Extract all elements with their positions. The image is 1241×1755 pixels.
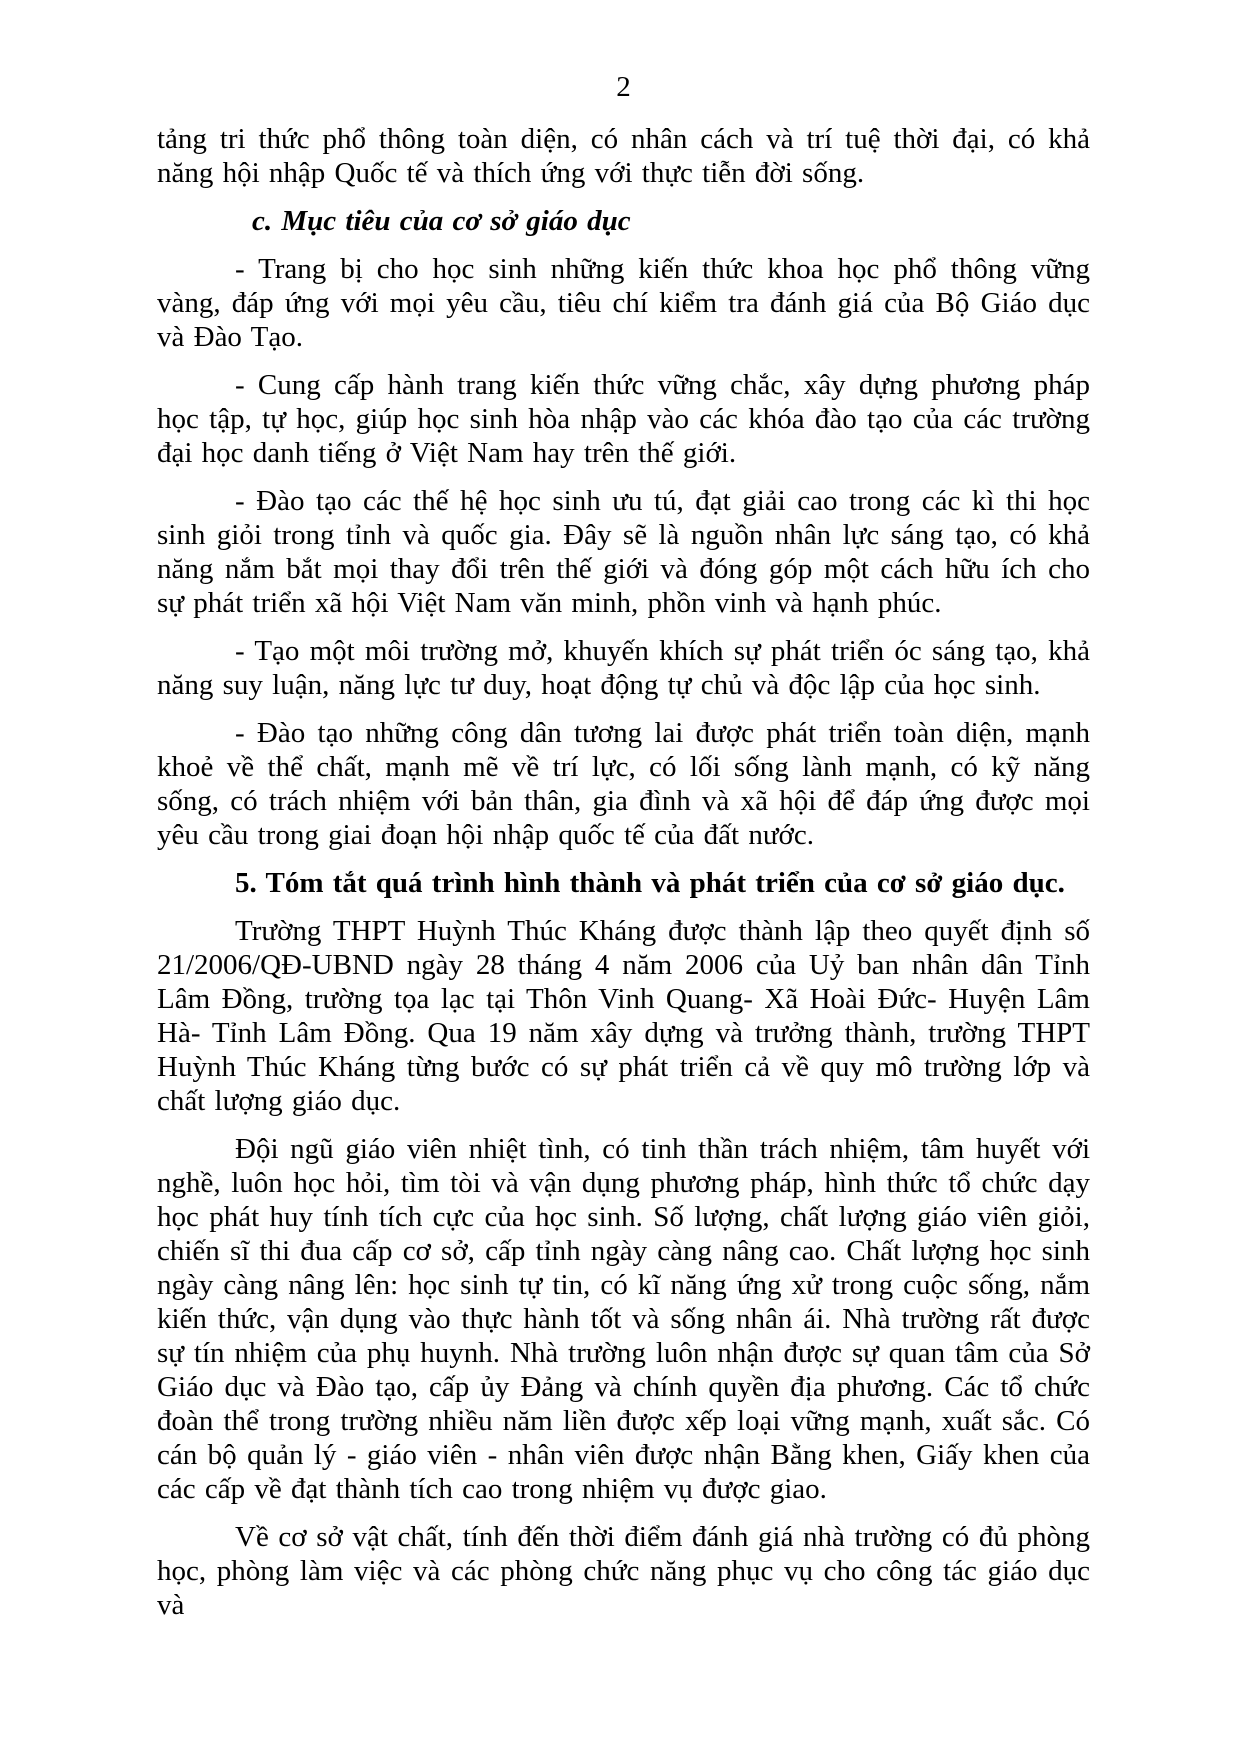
paragraph-dao-tao-the-he: - Đào tạo các thế hệ học sinh ưu tú, đạt giải cao trong các kì thi học sinh giỏi trong tỉnh và quốc gia. Đây sẽ là nguồn nhân lực sáng tạo, có khả năng nắm bắt mọi thay đổi trên thế giới và đóng góp một cách hữu ích cho sự phát triển xã hội Việt Nam văn minh, phồn vinh và hạnh phúc. bbox=[157, 485, 1090, 619]
paragraph-doi-ngu-giao-vien: Đội ngũ giáo viên nhiệt tình, có tinh thần trách nhiệm, tâm huyết với nghề, luôn học hỏi, tìm tòi và vận dụng phương pháp, hình thức tổ chức dạy học phát huy tính tích cực của học sinh. Số lượng, chất lượng giáo viên giỏi, chiến sĩ thi đua cấp cơ sở, cấp tỉnh ngày càng nâng cao. Chất lượng học sinh ngày càng nâng lên: học sinh tự tin, có kĩ năng ứng xử trong cuộc sống, nắm kiến thức, vận dụng vào thực hành tốt và sống nhân ái. Nhà trường rất được sự tín nhiệm của phụ huynh. Nhà trường luôn nhận được sự quan tâm của Sở Giáo dục và Đào tạo, cấp ủy Đảng và chính quyền địa phương. Các tổ chức đoàn thể trong trường nhiều năm liền được xếp loại vững mạnh, xuất sắc. Có cán bộ quản lý - giáo viên - nhân viên được nhận Bằng khen, Giấy khen của các cấp về đạt thành tích cao trong nhiệm vụ được giao. bbox=[157, 1133, 1090, 1505]
paragraph-co-so-vat-chat: Về cơ sở vật chất, tính đến thời điểm đánh giá nhà trường có đủ phòng học, phòng làm việc và các phòng chức năng phục vụ cho công tác giáo dục và bbox=[157, 1521, 1090, 1621]
paragraph-truong-thanh-lap: Trường THPT Huỳnh Thúc Kháng được thành lập theo quyết định số 21/2006/QĐ-UBND ngày 28 tháng 4 năm 2006 của Uỷ ban nhân dân Tỉnh Lâm Đồng, trường tọa lạc tại Thôn Vinh Quang- Xã Hoài Đức- Huyện Lâm Hà- Tỉnh Lâm Đồng. Qua 19 năm xây dựng và trưởng thành, trường THPT Huỳnh Thúc Kháng từng bước có sự phát triển cả về quy mô trường lớp và chất lượng giáo dục. bbox=[157, 915, 1090, 1117]
section-heading-c-muc-tieu: c. Mục tiêu của cơ sở giáo dục bbox=[252, 205, 631, 237]
page-number: 2 bbox=[616, 71, 631, 103]
paragraph-trang-bi: - Trang bị cho học sinh những kiến thức khoa học phổ thông vững vàng, đáp ứng với mọi yêu cầu, tiêu chí kiểm tra đánh giá của Bộ Giáo dục và Đào Tạo. bbox=[157, 253, 1090, 353]
paragraph-tao-moi-truong-mo: - Tạo một môi trường mở, khuyến khích sự phát triển óc sáng tạo, khả năng suy luận, năng lực tư duy, hoạt động tự chủ và độc lập của học sinh. bbox=[157, 635, 1090, 701]
paragraph-continuation: tảng tri thức phổ thông toàn diện, có nhân cách và trí tuệ thời đại, có khả năng hội nhập Quốc tế và thích ứng với thực tiễn đời sống. bbox=[157, 123, 1090, 189]
paragraph-dao-tao-cong-dan: - Đào tạo những công dân tương lai được phát triển toàn diện, mạnh khoẻ về thể chất, mạnh mẽ về trí lực, có lối sống lành mạnh, có kỹ năng sống, có trách nhiệm với bản thân, gia đình và xã hội để đáp ứng được mọi yêu cầu trong giai đoạn hội nhập quốc tế của đất nước. bbox=[157, 717, 1090, 851]
document-body bbox=[157, 122, 1090, 1636]
paragraph-cung-cap: - Cung cấp hành trang kiến thức vững chắc, xây dựng phương pháp học tập, tự học, giúp học sinh hòa nhập vào các khóa đào tạo của các trường đại học danh tiếng ở Việt Nam hay trên thế giới. bbox=[157, 369, 1090, 469]
section-heading-5-tom-tat: 5. Tóm tắt quá trình hình thành và phát triển của cơ sở giáo dục. bbox=[235, 867, 1065, 899]
